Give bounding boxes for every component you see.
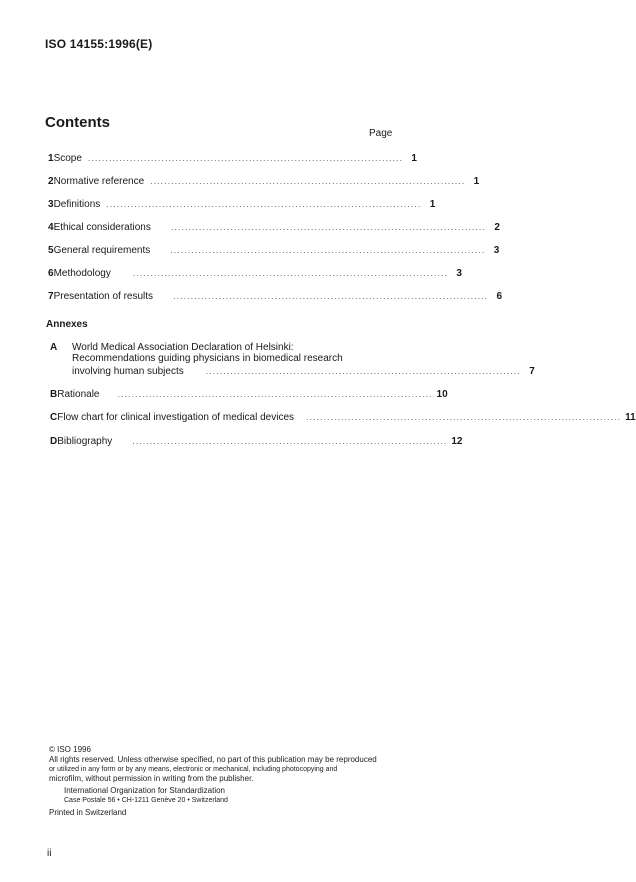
document-id: ISO 14155:1996(E) xyxy=(45,37,153,51)
organization-address: Case Postale 56 • CH-1211 Genève 20 • Switzerland xyxy=(64,797,228,804)
annex-a-letter: A xyxy=(50,342,58,353)
copyright-notice: © ISO 1996 xyxy=(49,745,91,754)
annex-entry-title: Flow chart for clinical investigation of medical devices xyxy=(57,412,295,423)
toc-entry-number: 3 xyxy=(48,199,54,210)
annex-entry-letter: B xyxy=(50,389,58,400)
annexes-heading: Annexes xyxy=(46,319,88,330)
toc-leader-dots: .......................................................................................... xyxy=(173,291,489,301)
toc-entry-page: 3 xyxy=(456,268,462,279)
annex-entry-page: 10 xyxy=(436,389,448,400)
toc-entry-page: 1 xyxy=(429,199,436,210)
toc-entry-number: 6 xyxy=(48,268,54,279)
toc-entry-methodology[interactable] xyxy=(48,267,462,280)
annex-entry-title: Bibliography xyxy=(57,436,113,447)
toc-entry-page: 1 xyxy=(473,176,480,187)
toc-entry-number: 5 xyxy=(48,245,54,256)
toc-entry-page: 6 xyxy=(496,291,503,302)
toc-entry-normative-reference[interactable] xyxy=(48,175,480,188)
annex-a-title-line1[interactable]: World Medical Association Declaration of Helsinki: xyxy=(72,342,294,353)
toc-leader-dots: .......................................................................................... xyxy=(132,436,448,446)
annex-entry-page: 11 xyxy=(625,412,636,423)
toc-entry-title: Presentation of results xyxy=(53,291,154,302)
toc-entry-title: General requirements xyxy=(53,245,151,256)
toc-leader-dots: .......................................................................................... xyxy=(87,153,403,163)
toc-entry-ethical-considerations[interactable] xyxy=(48,221,500,234)
toc-entry-definitions[interactable] xyxy=(48,198,436,211)
toc-entry-general-requirements[interactable] xyxy=(48,244,500,257)
toc-leader-dots: .......................................................................................... xyxy=(150,176,466,186)
annex-entry-bibliography[interactable] xyxy=(50,435,463,448)
annex-entry-title: Rationale xyxy=(57,389,100,400)
toc-entry-scope[interactable] xyxy=(48,152,417,165)
annex-a-entry-last-line[interactable] xyxy=(72,365,535,378)
annex-a-page: 7 xyxy=(529,366,535,377)
toc-entry-title: Ethical considerations xyxy=(53,222,151,233)
toc-leader-dots: .......................................................................................... xyxy=(106,199,422,209)
rights-line-1: All rights reserved. Unless otherwise specified, no part of this publication may be reproduced xyxy=(49,755,377,764)
toc-entry-title: Definitions xyxy=(53,199,101,210)
toc-entry-number: 1 xyxy=(48,153,54,164)
toc-leader-dots: .......................................................................................... xyxy=(117,389,433,399)
toc-leader-dots: .......................................................................................... xyxy=(170,245,486,255)
annex-entry-flow-chart[interactable] xyxy=(50,411,636,424)
toc-entry-page: 2 xyxy=(494,222,500,233)
annex-entry-letter: C xyxy=(50,412,58,423)
annex-a-title-line2[interactable]: Recommendations guiding physicians in biomedical research xyxy=(72,353,343,364)
annex-entry-letter: D xyxy=(50,436,58,447)
toc-entry-title: Normative reference xyxy=(53,176,145,187)
rights-line-2: or utilized in any form or by any means, electronic or mechanical, including photocopying and xyxy=(49,766,338,773)
toc-leader-dots: .......................................................................................... xyxy=(170,222,486,232)
toc-entry-number: 7 xyxy=(48,291,54,302)
toc-entry-title: Scope xyxy=(53,153,82,164)
toc-entry-page: 3 xyxy=(493,245,500,256)
toc-entry-title: Methodology xyxy=(53,268,111,279)
toc-entry-number: 4 xyxy=(48,222,54,233)
page-number: ii xyxy=(47,848,52,859)
annex-entry-page: 12 xyxy=(451,436,463,447)
toc-entry-page: 1 xyxy=(411,153,417,164)
page-column-label: Page xyxy=(369,128,393,139)
printed-in: Printed in Switzerland xyxy=(49,808,127,817)
toc-entry-number: 2 xyxy=(48,176,54,187)
rights-line-3: microfilm, without permission in writing from the publisher. xyxy=(49,774,254,783)
organization-name: International Organization for Standardization xyxy=(64,786,225,795)
toc-leader-dots: .......................................................................................... xyxy=(306,412,622,422)
annex-a-title-line3: involving human subjects xyxy=(72,366,184,377)
toc-leader-dots: .......................................................................................... xyxy=(132,268,448,278)
contents-title: Contents xyxy=(45,114,110,131)
toc-entry-presentation-of-results[interactable] xyxy=(48,290,503,303)
toc-leader-dots: .......................................................................................... xyxy=(205,366,521,376)
annex-entry-rationale[interactable] xyxy=(50,388,448,401)
